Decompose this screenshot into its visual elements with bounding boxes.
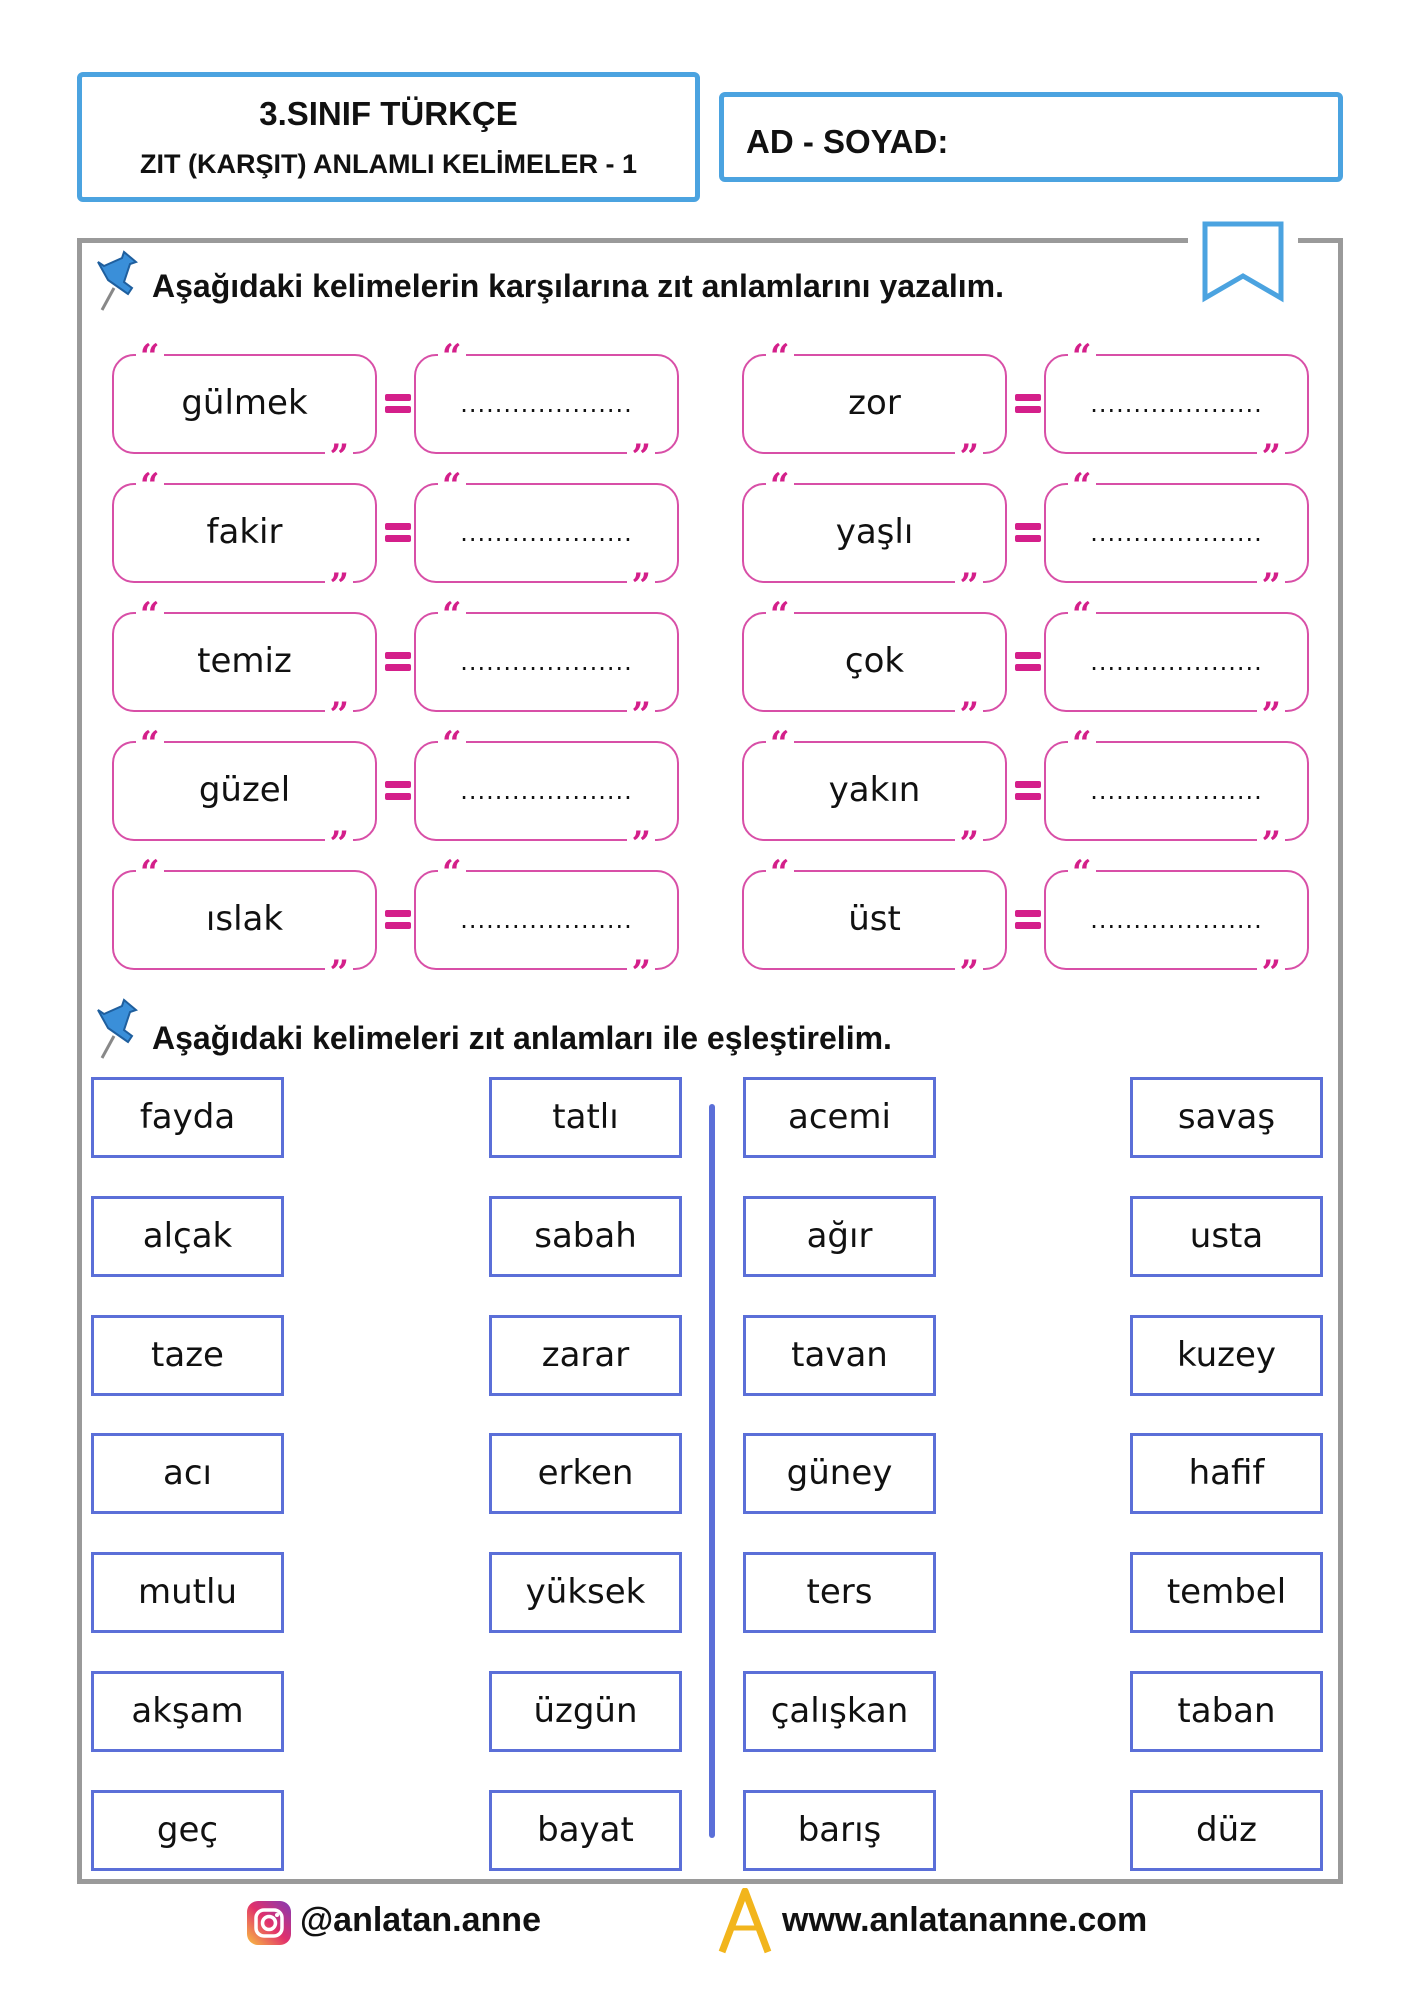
answer-blank[interactable]: .................... — [460, 519, 633, 547]
close-quote-icon: ” — [627, 442, 655, 468]
word-box — [742, 724, 1007, 864]
match-word-box[interactable] — [489, 1433, 682, 1514]
instagram-handle: @anlatan.anne — [300, 1901, 541, 1939]
pushpin-icon — [94, 250, 138, 314]
equals-icon — [1015, 652, 1041, 672]
answer-blank[interactable]: .................... — [1090, 648, 1263, 676]
match-word: mutlu — [138, 1572, 237, 1612]
worksheet-title: 3.SINIF TÜRKÇE — [259, 95, 518, 132]
match-word: üzgün — [533, 1691, 638, 1731]
instagram-icon — [246, 1900, 292, 1946]
match-word-box[interactable] — [1130, 1552, 1323, 1633]
match-word: barış — [797, 1810, 882, 1850]
match-word: savaş — [1177, 1097, 1276, 1137]
match-word-box[interactable] — [91, 1790, 284, 1871]
match-word-box[interactable] — [91, 1077, 284, 1158]
given-word: zor — [848, 383, 901, 423]
open-quote-icon: “ — [136, 858, 164, 884]
equals-icon — [385, 910, 411, 930]
close-quote-icon: ” — [1257, 700, 1285, 726]
close-quote-icon: ” — [325, 442, 353, 468]
column-divider — [709, 1104, 715, 1838]
answer-box[interactable] — [414, 853, 679, 993]
answer-box[interactable] — [1044, 337, 1309, 477]
close-quote-icon: ” — [955, 571, 983, 597]
equals-icon — [1015, 394, 1041, 414]
bookmark-icon — [1188, 214, 1298, 314]
open-quote-icon: “ — [766, 471, 794, 497]
word-box — [742, 337, 1007, 477]
match-word: tavan — [791, 1335, 888, 1375]
open-quote-icon: “ — [1068, 858, 1096, 884]
given-word: üst — [848, 899, 901, 939]
match-word: düz — [1196, 1810, 1257, 1850]
close-quote-icon: ” — [955, 700, 983, 726]
close-quote-icon: ” — [325, 700, 353, 726]
match-word: ağır — [806, 1216, 873, 1256]
name-label: AD - SOYAD: — [746, 123, 949, 160]
open-quote-icon: “ — [438, 471, 466, 497]
close-quote-icon: ” — [955, 442, 983, 468]
open-quote-icon: “ — [136, 471, 164, 497]
match-word: acemi — [787, 1097, 891, 1137]
match-word-box[interactable] — [1130, 1077, 1323, 1158]
close-quote-icon: ” — [627, 700, 655, 726]
match-word: güney — [786, 1453, 893, 1493]
match-word: çalışkan — [770, 1691, 909, 1731]
word-box — [742, 595, 1007, 735]
match-word: alçak — [142, 1216, 233, 1256]
answer-box[interactable] — [1044, 595, 1309, 735]
close-quote-icon: ” — [1257, 958, 1285, 984]
match-word: zarar — [541, 1335, 630, 1375]
answer-blank[interactable]: .................... — [1090, 390, 1263, 418]
pushpin-icon — [94, 998, 138, 1062]
match-word-box[interactable] — [489, 1196, 682, 1277]
equals-icon — [385, 394, 411, 414]
match-word: sabah — [534, 1216, 637, 1256]
logo-a-icon — [716, 1888, 774, 1954]
match-word-box[interactable] — [489, 1671, 682, 1752]
equals-icon — [1015, 910, 1041, 930]
answer-box[interactable] — [414, 724, 679, 864]
match-word-box[interactable] — [489, 1790, 682, 1871]
match-word-box[interactable] — [743, 1671, 936, 1752]
close-quote-icon: ” — [325, 958, 353, 984]
given-word: ıslak — [205, 899, 284, 939]
open-quote-icon: “ — [136, 342, 164, 368]
close-quote-icon: ” — [1257, 442, 1285, 468]
answer-box[interactable] — [414, 466, 679, 606]
match-word-box[interactable] — [743, 1077, 936, 1158]
answer-box[interactable] — [414, 337, 679, 477]
match-word: taze — [151, 1335, 224, 1375]
equals-icon — [385, 523, 411, 543]
match-word: akşam — [131, 1691, 244, 1731]
equals-icon — [385, 781, 411, 801]
word-box — [112, 337, 377, 477]
match-word-box[interactable] — [91, 1196, 284, 1277]
match-word: tatlı — [552, 1097, 619, 1137]
match-word: fayda — [139, 1097, 236, 1137]
open-quote-icon: “ — [438, 600, 466, 626]
match-word-box[interactable] — [1130, 1433, 1323, 1514]
match-word: bayat — [537, 1810, 634, 1850]
equals-icon — [1015, 523, 1041, 543]
match-word: ters — [806, 1572, 873, 1612]
match-word-box[interactable] — [743, 1552, 936, 1633]
word-box — [112, 466, 377, 606]
answer-blank[interactable]: .................... — [460, 390, 633, 418]
word-box — [112, 724, 377, 864]
answer-box[interactable] — [414, 595, 679, 735]
open-quote-icon: “ — [766, 342, 794, 368]
close-quote-icon: ” — [325, 829, 353, 855]
close-quote-icon: ” — [1257, 829, 1285, 855]
given-word: gülmek — [181, 383, 308, 423]
match-word-box[interactable] — [489, 1077, 682, 1158]
match-word: kuzey — [1176, 1335, 1277, 1375]
answer-blank[interactable]: .................... — [1090, 519, 1263, 547]
match-word-box[interactable] — [91, 1433, 284, 1514]
match-word-box[interactable] — [743, 1315, 936, 1396]
answer-blank[interactable]: .................... — [460, 906, 633, 934]
close-quote-icon: ” — [627, 829, 655, 855]
match-word-box[interactable] — [743, 1196, 936, 1277]
open-quote-icon: “ — [766, 729, 794, 755]
open-quote-icon: “ — [1068, 729, 1096, 755]
answer-box[interactable] — [1044, 853, 1309, 993]
match-word-box[interactable] — [91, 1671, 284, 1752]
open-quote-icon: “ — [136, 729, 164, 755]
match-word: erken — [537, 1453, 634, 1493]
match-word-box[interactable] — [1130, 1315, 1323, 1396]
match-word-box[interactable] — [743, 1433, 936, 1514]
close-quote-icon: ” — [325, 571, 353, 597]
open-quote-icon: “ — [766, 600, 794, 626]
given-word: çok — [844, 641, 905, 681]
answer-blank[interactable]: .................... — [1090, 906, 1263, 934]
word-box — [742, 853, 1007, 993]
worksheet-subtitle: ZIT (KARŞIT) ANLAMLI KELİMELER - 1 — [140, 149, 637, 179]
word-box — [112, 595, 377, 735]
title-box — [77, 72, 700, 202]
match-word-box[interactable] — [1130, 1790, 1323, 1871]
section2-instruction: Aşağıdaki kelimeleri zıt anlamları ile eşleştirelim. — [152, 1020, 892, 1056]
open-quote-icon: “ — [438, 729, 466, 755]
section1-instruction: Aşağıdaki kelimelerin karşılarına zıt anlamlarını yazalım. — [152, 268, 1004, 304]
given-word: fakir — [206, 512, 283, 552]
close-quote-icon: ” — [627, 958, 655, 984]
given-word: yakın — [828, 770, 921, 810]
given-word: yaşlı — [835, 512, 914, 552]
match-word: hafif — [1188, 1453, 1265, 1493]
answer-blank[interactable]: .................... — [460, 648, 633, 676]
match-word-box[interactable] — [489, 1315, 682, 1396]
word-box — [112, 853, 377, 993]
answer-blank[interactable]: .................... — [460, 777, 633, 805]
answer-blank[interactable]: .................... — [1090, 777, 1263, 805]
given-word: temiz — [197, 641, 292, 681]
close-quote-icon: ” — [955, 829, 983, 855]
match-word-box[interactable] — [91, 1552, 284, 1633]
match-word-box[interactable] — [489, 1552, 682, 1633]
close-quote-icon: ” — [955, 958, 983, 984]
answer-box[interactable] — [1044, 724, 1309, 864]
open-quote-icon: “ — [1068, 471, 1096, 497]
name-field[interactable] — [719, 92, 1343, 182]
open-quote-icon: “ — [1068, 342, 1096, 368]
answer-box[interactable] — [1044, 466, 1309, 606]
match-word: usta — [1189, 1216, 1264, 1256]
open-quote-icon: “ — [136, 600, 164, 626]
open-quote-icon: “ — [438, 342, 466, 368]
match-word: geç — [156, 1810, 219, 1850]
close-quote-icon: ” — [1257, 571, 1285, 597]
match-word: yüksek — [525, 1572, 646, 1612]
given-word: güzel — [198, 770, 291, 810]
equals-icon — [1015, 781, 1041, 801]
match-word-box[interactable] — [1130, 1196, 1323, 1277]
open-quote-icon: “ — [1068, 600, 1096, 626]
match-word-box[interactable] — [1130, 1671, 1323, 1752]
match-word: tembel — [1166, 1572, 1287, 1612]
close-quote-icon: ” — [627, 571, 655, 597]
match-word-box[interactable] — [743, 1790, 936, 1871]
word-box — [742, 466, 1007, 606]
open-quote-icon: “ — [438, 858, 466, 884]
website-url: www.anlatananne.com — [782, 1901, 1148, 1939]
match-word-box[interactable] — [91, 1315, 284, 1396]
open-quote-icon: “ — [766, 858, 794, 884]
equals-icon — [385, 652, 411, 672]
match-word: acı — [163, 1453, 212, 1493]
match-word: taban — [1177, 1691, 1276, 1731]
